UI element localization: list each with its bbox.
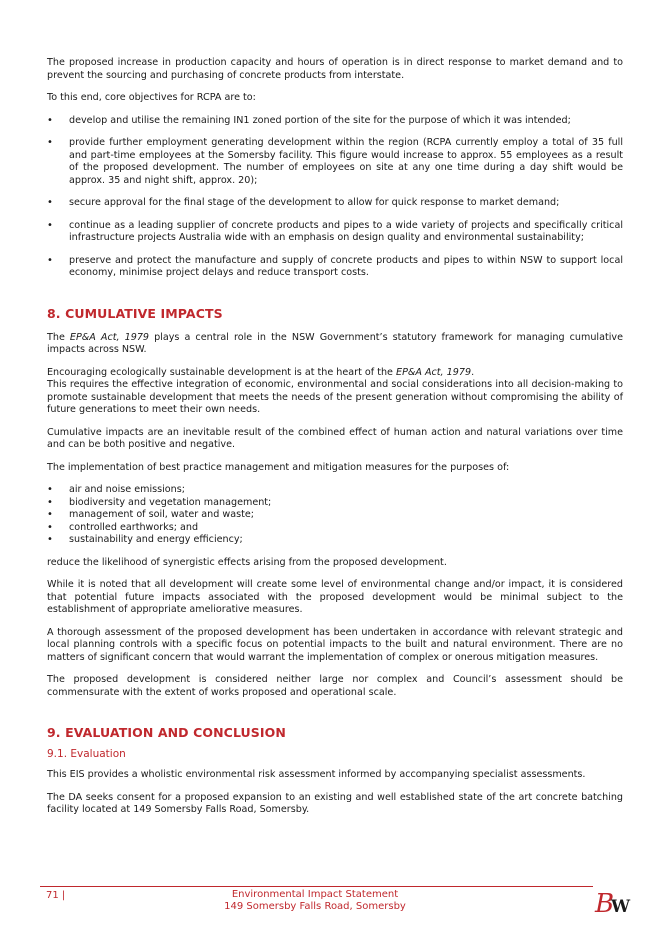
logo-letter-w: W	[611, 897, 631, 917]
list-item: • develop and utilise the remaining IN1 zoned portion of the site for the purpose of which it was intended;	[47, 115, 623, 128]
list-item: • biodiversity and vegetation management;	[47, 497, 623, 510]
intro-paragraph-1: The proposed increase in production capacity and hours of operation is in direct response to market demand and to prevent the sourcing and purchasing of concrete products from interstate.	[47, 57, 623, 81]
list-item: • preserve and protect the manufacture and supply of concrete products and pipes to within NSW to support local economy, minimise project delays and reduce transport costs.	[47, 255, 623, 280]
section-8-paragraph-7: While it is noted that all development will create some level of environmental change and/or impact, it is considered that potential future impacts associated with the proposed development would be minimal subject to the establishment of appropriate ameliorative measures.	[47, 579, 623, 615]
list-item: • secure approval for the final stage of the development to allow for quick response to market demand;	[47, 197, 623, 210]
company-logo	[592, 882, 632, 922]
section-8-paragraph-4: Cumulative impacts are an inevitable result of the combined effect of human action and natural variations over time and can be both positive and negative.	[47, 426, 623, 450]
section-8-paragraph-8: A thorough assessment of the proposed development has been undertaken in accordance with relevant strategic and local planning controls with a specific focus on potential impacts to the built and natural environment. There are no matters of significant concern that would warrant the implementation of complex or onerous mitigation measures.	[47, 626, 623, 663]
section-9-1-subheading: 9.1. Evaluation	[47, 748, 126, 760]
list-item: • sustainability and energy efficiency;	[47, 534, 623, 547]
objectives-list	[47, 115, 623, 280]
list-item: • air and noise emissions;	[47, 484, 623, 497]
logo-letter-b: B	[595, 889, 615, 919]
section-8-paragraph-6: reduce the likelihood of synergistic effects arising from the proposed development.	[47, 556, 447, 568]
footer-title-line-2: 149 Somersby Falls Road, Somersby	[224, 901, 406, 912]
section-8-paragraph-5: The implementation of best practice management and mitigation measures for the purposes of:	[47, 461, 510, 473]
section-8-paragraph-3: This requires the effective integration of economic, environmental and social considerations into all decision-making to promote sustainable development that meets the needs of the present generation without compromising the ability of future generations to meet their own needs.	[47, 379, 623, 415]
section-8-paragraph-1: The EP&A Act, 1979 plays a central role in the NSW Government’s statutory framework for managing cumulative impacts across NSW.	[47, 331, 623, 355]
list-item: • continue as a leading supplier of concrete products and pipes to a wide variety of projects and specifically critical infrastructure projects Australia wide with an emphasis on design quality and environmental sustainability;	[47, 220, 623, 245]
footer-title	[160, 889, 470, 913]
section-9-paragraph-1: This EIS provides a wholistic environmental risk assessment informed by accompanying specialist assessments.	[47, 769, 586, 780]
section-9-heading: 9. EVALUATION AND CONCLUSION	[47, 725, 286, 740]
intro-paragraph-2: To this end, core objectives for RCPA are to:	[47, 92, 256, 103]
footer-title-line-1: Environmental Impact Statement	[231, 889, 399, 900]
list-item: • provide further employment generating development within the region (RCPA currently employ a total of 35 full and part-time employees at the Somersby facility. This figure would increase to approx. 55 employees as a result of the proposed development. The number of employees on site at any one time during a day shift would be approx. 35 and night shift, approx. 20);	[47, 137, 623, 187]
section-8-paragraph-2: Encouraging ecologically sustainable development is at the heart of the EP&A Act, 1979.	[47, 366, 475, 378]
list-item: • management of soil, water and waste;	[47, 509, 623, 522]
page-footer	[40, 886, 630, 926]
list-item: • controlled earthworks; and	[47, 522, 623, 535]
section-8-paragraph-9: The proposed development is considered neither large nor complex and Council’s assessment should be commensurate with the extent of works proposed and operational scale.	[47, 674, 623, 698]
section-9-paragraph-2: The DA seeks consent for a proposed expansion to an existing and well established state of the art concrete batching facility located at 149 Somersby Falls Road, Somersby.	[47, 791, 623, 815]
section-8-heading: 8. CUMULATIVE IMPACTS	[47, 305, 223, 321]
document-body	[47, 57, 623, 817]
measures-list	[47, 484, 623, 547]
page-number: 71 |	[46, 890, 66, 901]
footer-divider	[40, 886, 593, 887]
